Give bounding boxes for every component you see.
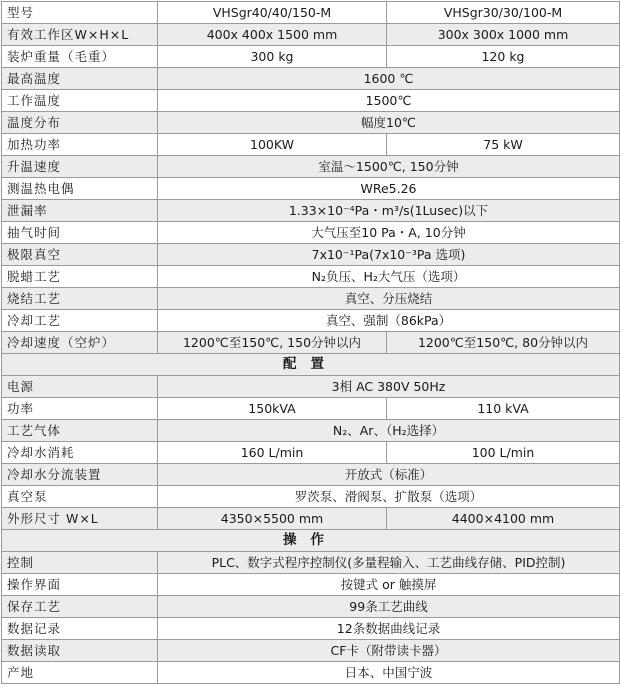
- spec-row: [2, 486, 620, 508]
- spec-row: [2, 244, 620, 266]
- spec-label: 电源: [2, 376, 158, 398]
- spec-label: 最高温度: [2, 68, 158, 90]
- spec-value: 1600 ℃: [158, 68, 620, 90]
- spec-label: 冷却速度（空炉）: [2, 332, 158, 354]
- spec-label: 功率: [2, 398, 158, 420]
- spec-label: 型号: [2, 2, 158, 24]
- spec-value-model-1: 150kVA: [158, 398, 387, 420]
- spec-row: [2, 618, 620, 640]
- spec-value: 罗茨泵、滑阀泵、扩散泵（选项）: [158, 486, 620, 508]
- section-header-row: [2, 354, 620, 376]
- spec-row: [2, 398, 620, 420]
- spec-value: N₂负压、H₂大气压（选项）: [158, 266, 620, 288]
- spec-row: [2, 552, 620, 574]
- spec-row: [2, 222, 620, 244]
- spec-value-model-2: 1200℃至150℃, 80分钟以内: [387, 332, 620, 354]
- spec-row: [2, 376, 620, 398]
- spec-value: 幅度10℃: [158, 112, 620, 134]
- spec-row: [2, 596, 620, 618]
- spec-value-model-1: 100KW: [158, 134, 387, 156]
- spec-value: N₂、Ar、（H₂选择）: [158, 420, 620, 442]
- spec-label: 数据读取: [2, 640, 158, 662]
- spec-row: [2, 508, 620, 530]
- spec-value-model-2: 100 L/min: [387, 442, 620, 464]
- spec-value: 室温～1500℃, 150分钟: [158, 156, 620, 178]
- spec-label: 工艺气体: [2, 420, 158, 442]
- spec-row: [2, 420, 620, 442]
- spec-value-model-2: 300x 300x 1000 mm: [387, 24, 620, 46]
- spec-row: [2, 574, 620, 596]
- spec-value: PLC、数字式程序控制仪(多量程输入、工艺曲线存储、PID控制): [158, 552, 620, 574]
- spec-value: 12条数据曲线记录: [158, 618, 620, 640]
- spec-value-model-2: 120 kg: [387, 46, 620, 68]
- spec-label: 工作温度: [2, 90, 158, 112]
- spec-label: 抽气时间: [2, 222, 158, 244]
- spec-value-model-1: 300 kg: [158, 46, 387, 68]
- spec-label: 冷却水分流装置: [2, 464, 158, 486]
- section-title: 配置: [2, 354, 620, 376]
- spec-label: 外形尺寸 W×L: [2, 508, 158, 530]
- spec-label: 产地: [2, 662, 158, 684]
- spec-row: [2, 24, 620, 46]
- spec-value-model-1: 160 L/min: [158, 442, 387, 464]
- spec-label: 脱蜡工艺: [2, 266, 158, 288]
- spec-row: [2, 156, 620, 178]
- spec-value: 1500℃: [158, 90, 620, 112]
- spec-value: 7x10⁻¹Pa(7x10⁻³Pa 选项): [158, 244, 620, 266]
- spec-row: [2, 266, 620, 288]
- spec-value-model-1: VHSgr40/40/150-M: [158, 2, 387, 24]
- spec-row: [2, 288, 620, 310]
- spec-value-model-1: 400x 400x 1500 mm: [158, 24, 387, 46]
- spec-value: 开放式（标准）: [158, 464, 620, 486]
- spec-value: 大气压至10 Pa・A, 10分钟: [158, 222, 620, 244]
- spec-label: 冷却水消耗: [2, 442, 158, 464]
- spec-label: 装炉重量（毛重）: [2, 46, 158, 68]
- spec-value: 真空、强制（86kPa）: [158, 310, 620, 332]
- spec-row: [2, 112, 620, 134]
- spec-row: [2, 464, 620, 486]
- spec-row: [2, 200, 620, 222]
- spec-value: 3相 AC 380V 50Hz: [158, 376, 620, 398]
- spec-row: [2, 178, 620, 200]
- spec-label: 温度分布: [2, 112, 158, 134]
- spec-row: [2, 442, 620, 464]
- spec-row: [2, 134, 620, 156]
- spec-label: 控制: [2, 552, 158, 574]
- spec-value: 日本、中国宁波: [158, 662, 620, 684]
- spec-value-model-2: VHSgr30/30/100-M: [387, 2, 620, 24]
- spec-row: [2, 640, 620, 662]
- spec-label: 极限真空: [2, 244, 158, 266]
- spec-value: 按键式 or 触摸屏: [158, 574, 620, 596]
- spec-label: 加热功率: [2, 134, 158, 156]
- spec-value-model-2: 75 kW: [387, 134, 620, 156]
- spec-row: [2, 46, 620, 68]
- spec-value: 真空、分压烧结: [158, 288, 620, 310]
- spec-label: 保存工艺: [2, 596, 158, 618]
- section-title: 操作: [2, 530, 620, 552]
- spec-value-model-1: 4350×5500 mm: [158, 508, 387, 530]
- spec-value-model-1: 1200℃至150℃, 150分钟以内: [158, 332, 387, 354]
- spec-label: 有效工作区W×H×L: [2, 24, 158, 46]
- spec-row: [2, 2, 620, 24]
- spec-label: 操作界面: [2, 574, 158, 596]
- spec-value: 1.33×10⁻⁴Pa・m³/s(1Lusec)以下: [158, 200, 620, 222]
- spec-row: [2, 90, 620, 112]
- spec-label: 真空泵: [2, 486, 158, 508]
- spec-label: 泄漏率: [2, 200, 158, 222]
- spec-label: 烧结工艺: [2, 288, 158, 310]
- spec-label: 测温热电偶: [2, 178, 158, 200]
- spec-table: [1, 1, 620, 684]
- spec-value-model-2: 110 kVA: [387, 398, 620, 420]
- spec-row: [2, 332, 620, 354]
- spec-value: CF卡（附带读卡器）: [158, 640, 620, 662]
- spec-value-model-2: 4400×4100 mm: [387, 508, 620, 530]
- spec-label: 数据记录: [2, 618, 158, 640]
- spec-row: [2, 68, 620, 90]
- section-header-row: [2, 530, 620, 552]
- spec-value: 99条工艺曲线: [158, 596, 620, 618]
- spec-value: WRe5.26: [158, 178, 620, 200]
- spec-label: 升温速度: [2, 156, 158, 178]
- spec-label: 冷却工艺: [2, 310, 158, 332]
- spec-row: [2, 662, 620, 684]
- spec-row: [2, 310, 620, 332]
